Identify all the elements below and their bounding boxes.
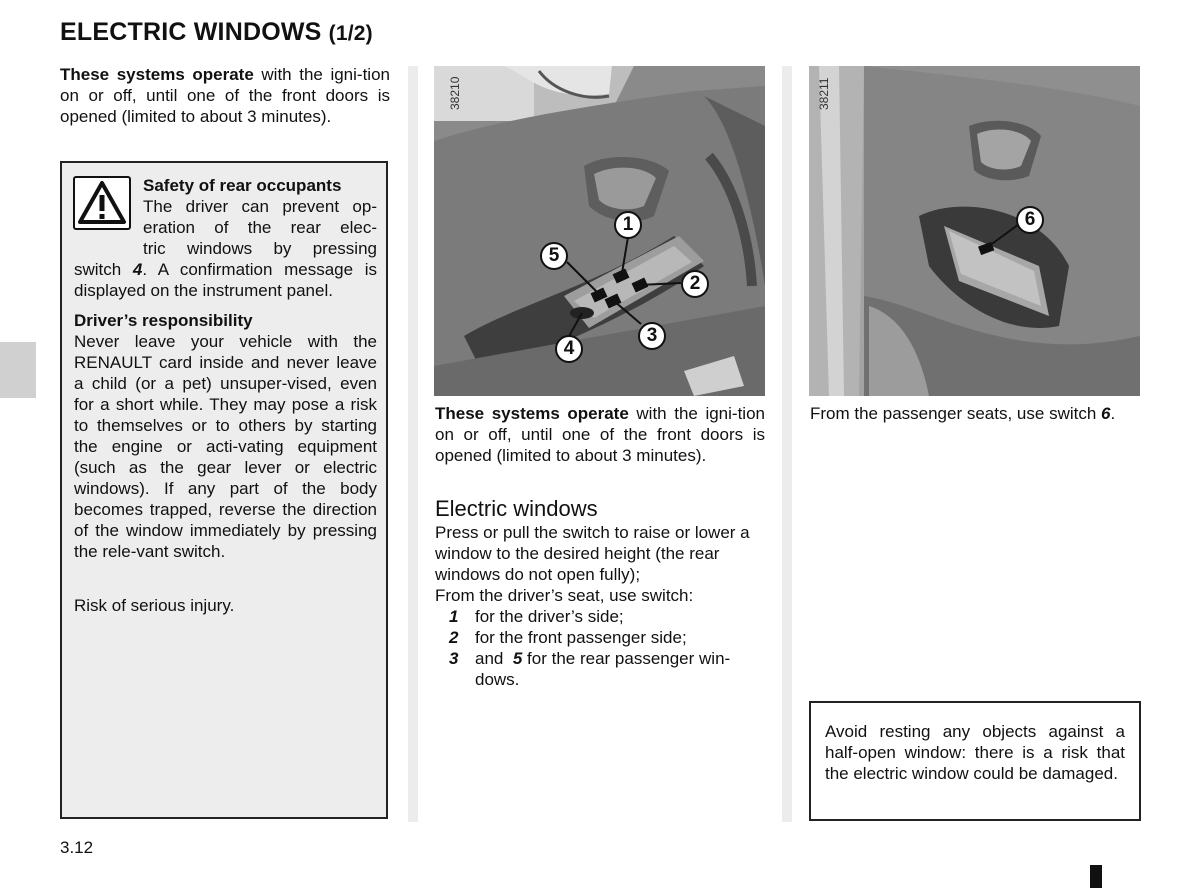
warning-subheading: Driver’s responsibility <box>74 311 253 330</box>
list-item-text: for the driver’s side; <box>475 607 624 626</box>
middle-intro <box>435 403 765 466</box>
page-number: 3.12 <box>60 838 94 857</box>
list-item-text: for the front passenger side; <box>475 628 687 647</box>
passenger-door-photo <box>809 66 1140 396</box>
callout-6: 6 <box>1016 206 1044 234</box>
list-item-and: and <box>475 649 504 668</box>
passenger-text-pre: From the passenger seats, use switch <box>810 404 1102 423</box>
warning-risk: Risk of serious injury. <box>74 596 235 615</box>
warning-line1: The driver can prevent op- <box>143 197 377 216</box>
list-item-num2: 5 <box>512 649 523 668</box>
chapter-tab <box>0 342 36 398</box>
callout-5: 5 <box>540 242 568 270</box>
passenger-switch-num: 6 <box>1101 404 1111 423</box>
intro-paragraph <box>60 64 390 127</box>
list-item-text: for the rear passenger win-dows. <box>475 649 731 689</box>
electric-windows-heading: Electric windows <box>435 496 598 521</box>
passenger-text-post: . <box>1110 404 1116 423</box>
passenger-seats-text <box>810 403 1140 424</box>
figure2-ref: 38211 <box>817 77 831 110</box>
electric-windows-paragraph: Press or pull the switch to raise or lower a window to the desired height (the rear windows do not open fully); <box>435 523 750 584</box>
warning-box <box>60 161 388 819</box>
warning-confirmation <box>74 259 377 301</box>
warning-triangle-icon <box>73 176 131 230</box>
column-gutter-right <box>782 66 792 822</box>
driver-door-illustration <box>434 66 765 396</box>
warning-line3: tric windows by pressing <box>143 239 377 258</box>
warning-switch-num: 4 <box>132 260 143 279</box>
list-item-num: 2 <box>449 628 459 647</box>
note-box <box>809 701 1141 821</box>
callout-1: 1 <box>614 211 642 239</box>
list-item-num: 3 <box>449 649 459 668</box>
warning-switch-post: . A confirmation message is displayed on the instrument panel. <box>74 260 377 300</box>
intro-rest: with the igni-tion on or off, until one of the front doors is opened (limited to about 3 minutes). <box>60 65 390 126</box>
figure1-ref: 38210 <box>448 76 462 110</box>
warning-heading: Safety of rear occupants <box>143 176 342 195</box>
intro-bold: These systems operate <box>60 65 254 84</box>
column-gutter-left <box>408 66 418 822</box>
driver-seat-text: From the driver’s seat, use switch: <box>435 586 694 605</box>
callout-3: 3 <box>638 322 666 350</box>
page-title-text: ELECTRIC WINDOWS <box>60 18 322 46</box>
middle-intro-rest: with the igni-tion on or off, until one of the front doors is opened (limited to about 3 minutes). <box>435 404 765 465</box>
warning-line2: eration of the rear elec- <box>143 218 377 237</box>
page-edge-marker <box>1090 865 1102 888</box>
page-title-part: (1/2) <box>328 22 373 45</box>
driver-door-photo <box>434 66 765 396</box>
middle-intro-bold: These systems operate <box>435 404 629 423</box>
switch-list <box>435 606 767 696</box>
page-title <box>60 18 373 47</box>
passenger-door-illustration <box>809 66 1140 396</box>
list-item-num: 1 <box>449 607 459 626</box>
warning-paragraph: Never leave your vehicle with the RENAULT card inside and never leave a child (or a pet) unsuper-vised, even for a short while. They may pose a risk to themselves or to others by starting the engine or acti-vating equipment (such as the gear lever or electric windows). If any part of the body becomes trapped, reverse the direction of the window immediately by pressing the rele-vant switch. <box>74 332 377 561</box>
callout-4: 4 <box>555 335 583 363</box>
warning-switch-pre: switch <box>74 260 133 279</box>
note-text: Avoid resting any objects against a half-open window: there is a risk that the electric window could be damaged. <box>825 722 1125 783</box>
callout-2: 2 <box>681 270 709 298</box>
